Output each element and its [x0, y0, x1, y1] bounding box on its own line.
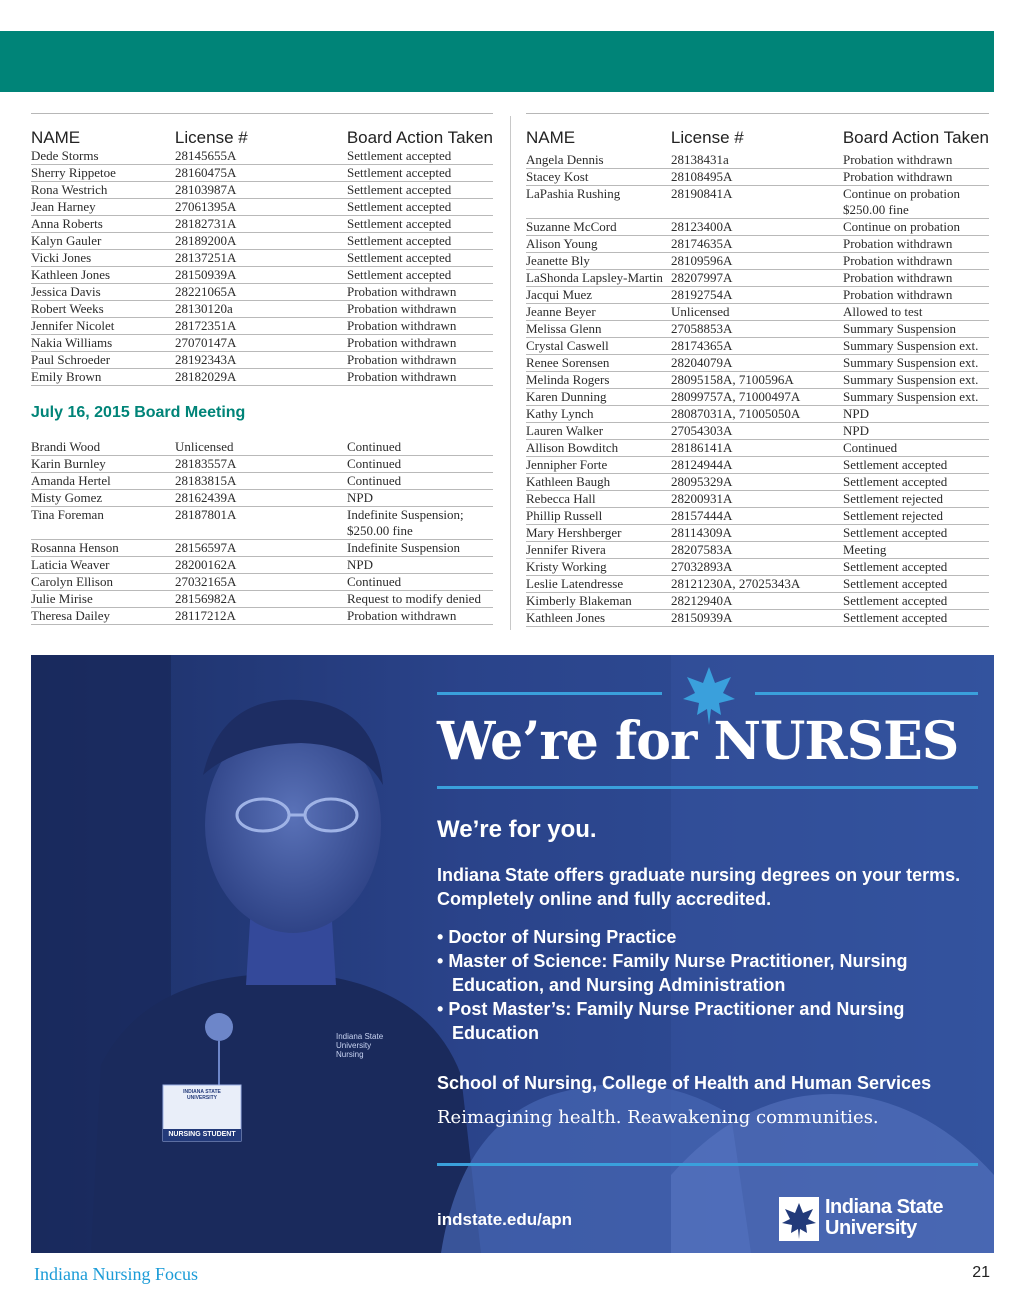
- cell-name: Alison Young: [526, 236, 598, 251]
- cell-license: 28150939A: [175, 267, 237, 282]
- logo-text: [825, 1197, 943, 1239]
- cell-license: 28186141A: [671, 440, 733, 455]
- cell-license: 28124944A: [671, 457, 733, 472]
- cell-name: Jean Harney: [31, 199, 96, 214]
- cell-action: Probation withdrawn: [347, 352, 457, 367]
- cell-action: Summary Suspension ext.: [843, 372, 979, 387]
- cell-license: 27070147A: [175, 335, 237, 350]
- cell-name: Rosanna Henson: [31, 540, 119, 555]
- cell-license: 28114309A: [671, 525, 732, 540]
- header-band: [0, 31, 994, 92]
- cell-name: Jacqui Muez: [526, 287, 593, 302]
- cell-action-line: Indefinite Suspension;: [347, 507, 464, 522]
- cell-license: 28207997A: [671, 270, 733, 285]
- table-row: [31, 318, 493, 335]
- cell-action: Probation withdrawn: [843, 169, 953, 184]
- table-header: [31, 124, 493, 148]
- cell-name: Angela Dennis: [526, 152, 604, 167]
- cell-license: 27058853A: [671, 321, 733, 336]
- cell-license: 28189200A: [175, 233, 237, 248]
- cell-license: 28200162A: [175, 557, 237, 572]
- cell-name: Emily Brown: [31, 369, 102, 384]
- cell-action: Settlement accepted: [347, 216, 452, 231]
- cell-name: LaShonda Lapsley-Martin: [526, 270, 663, 285]
- table-row: [31, 284, 493, 301]
- cell-license: 27061395A: [175, 199, 237, 214]
- cell-license: 28130120a: [175, 301, 233, 316]
- ad-subhead: We’re for you.: [437, 816, 597, 843]
- cell-name: Kimberly Blakeman: [526, 593, 632, 608]
- cell-action: Probation withdrawn: [347, 608, 457, 623]
- table-row: [31, 507, 493, 540]
- cell-license: 28095158A, 7100596A: [671, 372, 794, 387]
- cell-license: 28123400A: [671, 219, 733, 234]
- ad-rule-top-right: [755, 692, 978, 695]
- table-row: [526, 389, 989, 406]
- cell-name: Karin Burnley: [31, 456, 106, 471]
- cell-action: Indefinite Suspension: [347, 540, 461, 555]
- cell-license: 28200931A: [671, 491, 733, 506]
- ad-url-link[interactable]: indstate.edu/apn: [437, 1210, 573, 1229]
- logo-line: University: [825, 1217, 917, 1239]
- cell-license: 28221065A: [175, 284, 237, 299]
- cell-action: Settlement accepted: [347, 250, 452, 265]
- cell-action: Settlement rejected: [843, 508, 943, 523]
- table-row: [526, 610, 989, 627]
- ad-rule-mid: [437, 786, 978, 789]
- table-row: [31, 335, 493, 352]
- badge-text: INDIANA STATE: [183, 1089, 221, 1095]
- header-action: Board Action Taken: [842, 128, 989, 147]
- cell-license: 28095329A: [671, 474, 733, 489]
- table-row: [526, 576, 989, 593]
- table-row: [31, 591, 493, 608]
- cell-action-line: $250.00 fine: [843, 202, 909, 217]
- cell-license: 28182731A: [175, 216, 237, 231]
- cell-name: Theresa Dailey: [31, 608, 111, 623]
- cell-license: 28117212A: [175, 608, 236, 623]
- ad-paragraph: Indiana State offers graduate nursing degrees on your terms. Completely online and fully accredited.: [437, 865, 961, 909]
- top-rule-right: [526, 113, 989, 114]
- table-row: [526, 355, 989, 372]
- header-name: NAME: [526, 128, 576, 147]
- leaf-logo-icon: [779, 1197, 819, 1241]
- shirt-text: Nursing: [336, 1050, 364, 1059]
- cell-license: 28207583A: [671, 542, 733, 557]
- cell-action: Settlement accepted: [347, 267, 452, 282]
- cell-license: 27032165A: [175, 574, 237, 589]
- cell-action: Settlement accepted: [843, 576, 948, 591]
- cell-action: Summary Suspension ext.: [843, 338, 979, 353]
- cell-action: Settlement accepted: [347, 182, 452, 197]
- table-row: [31, 182, 493, 199]
- table-row: [526, 423, 989, 440]
- table-row: [31, 490, 493, 507]
- program-list: [437, 925, 982, 1045]
- table-row: [31, 165, 493, 182]
- table-row: [31, 557, 493, 574]
- table-row: [31, 473, 493, 490]
- meeting-title: July 16, 2015 Board Meeting: [31, 404, 246, 421]
- cell-name: Rona Westrich: [31, 182, 108, 197]
- cell-name: Jessica Davis: [31, 284, 101, 299]
- cell-license: Unlicensed: [175, 439, 234, 454]
- cell-license: 28121230A, 27025343A: [671, 576, 801, 591]
- cell-name: Karen Dunning: [526, 389, 607, 404]
- cell-action: Request to modify denied: [347, 591, 481, 606]
- cell-name: Laticia Weaver: [31, 557, 110, 572]
- cell-name: Jennifer Nicolet: [31, 318, 115, 333]
- cell-name: Kristy Working: [526, 559, 607, 574]
- cell-action: NPD: [843, 406, 870, 421]
- cell-action: Probation withdrawn: [843, 152, 953, 167]
- id-badge: [165, 1089, 239, 1101]
- cell-action: Settlement accepted: [843, 610, 948, 625]
- ad-rule-top-left: [437, 692, 662, 695]
- table-row: [526, 287, 989, 304]
- cell-license: 28145655A: [175, 148, 237, 163]
- cell-name: Kathleen Jones: [31, 267, 111, 282]
- cell-name: Misty Gomez: [31, 490, 103, 505]
- program-item: • Master of Science: Family Nurse Practitioner, Nursing Education, and Nursing Administration: [437, 951, 908, 995]
- table-row: [31, 148, 493, 165]
- table-row: [31, 267, 493, 284]
- cell-license: 28182029A: [175, 369, 237, 384]
- cell-action: Settlement accepted: [843, 525, 948, 540]
- header-action: Board Action Taken: [346, 128, 493, 147]
- cell-action: Settlement accepted: [347, 165, 452, 180]
- cell-action: Allowed to test: [843, 304, 923, 319]
- cell-license: 28103987A: [175, 182, 237, 197]
- cell-license: 28137251A: [175, 250, 237, 265]
- school-name: School of Nursing, College of Health and Human Services: [437, 1073, 932, 1093]
- left-column: [31, 124, 493, 625]
- program-item: • Post Master’s: Family Nurse Practitioner and Nursing Education: [437, 999, 905, 1043]
- cell-action: [347, 507, 493, 539]
- cell-license: 28087031A, 71005050A: [671, 406, 801, 421]
- table-row: [526, 372, 989, 389]
- cell-action: Settlement accepted: [347, 233, 452, 248]
- cell-name: Paul Schroeder: [31, 352, 111, 367]
- table-row: [31, 456, 493, 473]
- cell-action: Continued: [347, 456, 402, 471]
- cell-action: NPD: [347, 490, 374, 505]
- cell-action: Settlement accepted: [843, 474, 948, 489]
- cell-name: Jennifer Rivera: [526, 542, 606, 557]
- table-row: [526, 406, 989, 423]
- cell-license: 28157444A: [671, 508, 733, 523]
- cell-name: Vicki Jones: [31, 250, 92, 265]
- table-row: [526, 253, 989, 270]
- table-row: [526, 457, 989, 474]
- cell-name: Phillip Russell: [526, 508, 603, 523]
- cell-license: 28162439A: [175, 490, 237, 505]
- logo-line: Indiana State: [825, 1196, 943, 1218]
- table-row: [526, 219, 989, 236]
- cell-name: Jeanne Beyer: [526, 304, 596, 319]
- cell-name: Kathleen Jones: [526, 610, 606, 625]
- shirt-text: University: [336, 1041, 372, 1050]
- table-row: [526, 525, 989, 542]
- table-row: [31, 301, 493, 318]
- cell-name: Robert Weeks: [31, 301, 104, 316]
- cell-license: 28183557A: [175, 456, 237, 471]
- table-row: [31, 439, 493, 456]
- cell-name: Tina Foreman: [31, 507, 104, 522]
- table-row: [526, 321, 989, 338]
- cell-name: Rebecca Hall: [526, 491, 596, 506]
- cell-license: 28156597A: [175, 540, 237, 555]
- cell-action: Probation withdrawn: [347, 284, 457, 299]
- cell-action: Summary Suspension ext.: [843, 389, 979, 404]
- cell-license: 28192343A: [175, 352, 237, 367]
- meeting-table-body: [31, 439, 493, 625]
- cell-license: 28174635A: [671, 236, 733, 251]
- cell-name: Kathleen Baugh: [526, 474, 611, 489]
- badge-role: NURSING STUDENT: [168, 1131, 236, 1138]
- cell-action: Settlement rejected: [843, 491, 943, 506]
- cell-license: 28099757A, 71000497A: [671, 389, 801, 404]
- cell-license: 28204079A: [671, 355, 733, 370]
- cell-name: Melinda Rogers: [526, 372, 610, 387]
- cell-name: Carolyn Ellison: [31, 574, 113, 589]
- cell-action: Probation withdrawn: [843, 236, 953, 251]
- cell-name: Kathy Lynch: [526, 406, 594, 421]
- tagline: Reimagining health. Reawakening communities.: [437, 1107, 879, 1128]
- table-row: [31, 369, 493, 386]
- header-license: License #: [174, 128, 248, 147]
- advertisement[interactable]: [31, 655, 994, 1253]
- table-row: [31, 574, 493, 591]
- badge-text: UNIVERSITY: [186, 1095, 217, 1101]
- page-number: 21: [972, 1264, 990, 1281]
- cell-action: Continued: [843, 440, 898, 455]
- table-row: [31, 250, 493, 267]
- program-item: • Doctor of Nursing Practice: [437, 927, 677, 947]
- column-divider: [510, 116, 511, 630]
- cell-license: Unlicensed: [671, 304, 730, 319]
- cell-action: Settlement accepted: [843, 559, 948, 574]
- cell-action: Settlement accepted: [843, 457, 948, 472]
- cell-action: Continue on probation: [843, 219, 960, 234]
- cell-license: 28138431a: [671, 152, 729, 167]
- table-row: [526, 152, 989, 169]
- cell-action: Probation withdrawn: [843, 270, 953, 285]
- table-row: [526, 474, 989, 491]
- cell-action: Continued: [347, 473, 402, 488]
- cell-action: Probation withdrawn: [347, 301, 457, 316]
- cell-license: 28187801A: [175, 507, 237, 522]
- cell-action: Meeting: [843, 542, 887, 557]
- cell-license: 28109596A: [671, 253, 733, 268]
- cell-name: LaPashia Rushing: [526, 186, 621, 201]
- cell-name: Melissa Glenn: [526, 321, 602, 336]
- table-row: [526, 508, 989, 525]
- cell-action: Summary Suspension ext.: [843, 355, 979, 370]
- ad-headline: We’re for NURSES: [437, 711, 959, 772]
- cell-license: 28174365A: [671, 338, 733, 353]
- table-row: [526, 169, 989, 186]
- cell-license: 27054303A: [671, 423, 733, 438]
- cell-action: Summary Suspension: [843, 321, 957, 336]
- table-row: [526, 236, 989, 253]
- cell-action: Settlement accepted: [843, 593, 948, 608]
- cell-license: 28190841A: [671, 186, 733, 201]
- cell-license: 28212940A: [671, 593, 733, 608]
- cell-license: 28183815A: [175, 473, 237, 488]
- cell-license: 28108495A: [671, 169, 733, 184]
- cell-name: Anna Roberts: [31, 216, 103, 231]
- table-row: [31, 199, 493, 216]
- table-row: [526, 270, 989, 287]
- cell-license: 28150939A: [671, 610, 733, 625]
- cell-action: Continued: [347, 574, 402, 589]
- table-row: [526, 338, 989, 355]
- left-table-body: [31, 148, 493, 386]
- cell-license: 27032893A: [671, 559, 733, 574]
- cell-name: Brandi Wood: [31, 439, 101, 454]
- right-table-body: [526, 152, 989, 627]
- right-column: [526, 124, 989, 627]
- cell-action-line: $250.00 fine: [347, 523, 413, 538]
- header-license: License #: [670, 128, 744, 147]
- top-rule-left: [31, 113, 493, 114]
- table-row: [526, 559, 989, 576]
- cell-action: NPD: [843, 423, 870, 438]
- shirt-logo: [336, 1032, 383, 1059]
- table-row: [31, 352, 493, 369]
- cell-name: Dede Storms: [31, 148, 99, 163]
- shirt-text: Indiana State: [336, 1032, 384, 1041]
- cell-name: Allison Bowditch: [526, 440, 619, 455]
- cell-name: Amanda Hertel: [31, 473, 111, 488]
- table-row: [526, 304, 989, 321]
- cell-license: 28160475A: [175, 165, 237, 180]
- table-row: [31, 216, 493, 233]
- cell-name: Stacey Kost: [526, 169, 589, 184]
- ad-rule-bottom: [437, 1163, 978, 1166]
- cell-action: Probation withdrawn: [347, 335, 457, 350]
- cell-name: Nakia Williams: [31, 335, 113, 350]
- cell-name: Jennipher Forte: [526, 457, 608, 472]
- cell-name: Leslie Latendresse: [526, 576, 624, 591]
- cell-name: Kalyn Gauler: [31, 233, 102, 248]
- cell-name: Crystal Caswell: [526, 338, 609, 353]
- cell-license: 28156982A: [175, 591, 237, 606]
- table-row: [526, 186, 989, 219]
- cell-name: Suzanne McCord: [526, 219, 617, 234]
- cell-action: Probation withdrawn: [347, 369, 457, 384]
- table-row: [526, 593, 989, 610]
- table-row: [31, 608, 493, 625]
- table-row: [31, 540, 493, 557]
- cell-action: Probation withdrawn: [347, 318, 457, 333]
- isu-logo: [779, 1195, 979, 1245]
- table-row: [526, 491, 989, 508]
- publication-name: Indiana Nursing Focus: [34, 1264, 198, 1284]
- cell-name: Julie Mirise: [31, 591, 93, 606]
- cell-action-line: Continue on probation: [843, 186, 960, 201]
- table-row: [31, 233, 493, 250]
- cell-name: Mary Hershberger: [526, 525, 622, 540]
- table-row: [526, 440, 989, 457]
- cell-license: 28172351A: [175, 318, 237, 333]
- cell-name: Lauren Walker: [526, 423, 604, 438]
- cell-action: Probation withdrawn: [843, 287, 953, 302]
- cell-license: 28192754A: [671, 287, 733, 302]
- cell-action: Continued: [347, 439, 402, 454]
- header-name: NAME: [31, 128, 81, 147]
- cell-name: Jeanette Bly: [526, 253, 590, 268]
- table-row: [526, 542, 989, 559]
- cell-name: Renee Sorensen: [526, 355, 610, 370]
- cell-action: Probation withdrawn: [843, 253, 953, 268]
- cell-action: NPD: [347, 557, 374, 572]
- table-header: [526, 124, 989, 148]
- cell-action: [843, 186, 989, 218]
- cell-action: Settlement accepted: [347, 199, 452, 214]
- cell-name: Sherry Rippetoe: [31, 165, 116, 180]
- cell-action: Settlement accepted: [347, 148, 452, 163]
